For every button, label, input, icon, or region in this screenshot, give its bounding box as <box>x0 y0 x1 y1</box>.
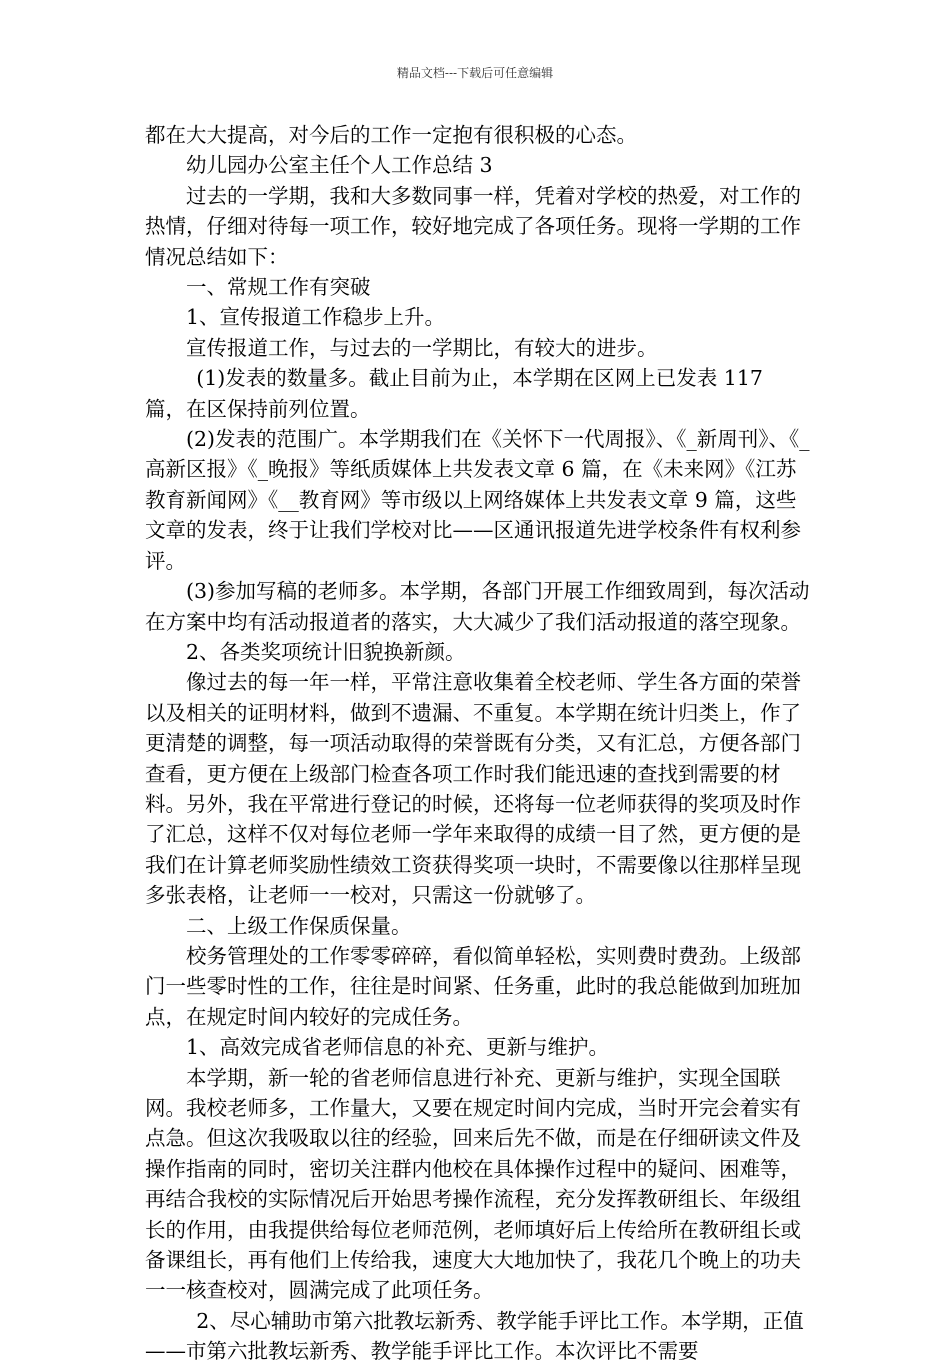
list-item: (3)参加写稿的老师多。本学期，各部门开展工作细致周到，每次活动在方案中均有活动报道者的落实，大大减少了我们活动报道的落空现象。 <box>145 579 810 634</box>
paragraph: 过去的一学期，我和大多数同事一样，凭着对学校的热爱，对工作的热情，仔细对待每一项工作，较好地完成了各项任务。现将一学期的工作情况总结如下： <box>145 183 801 269</box>
list-item: (2)发表的范围广。本学期我们在《关怀下一代周报》、《_新周刊》、《_高新区报》《_晚报》等纸质媒体上共发表文章 6 篇，在《未来网》《江苏教育新闻网》《__教育网》等市级以上网络媒体上共发表文章 9 篇，这些文章的发表，终于让我们学校对比——区通讯报道先进学校条件有权利参评。 <box>145 427 810 573</box>
paragraph: 2、尽心辅助市第六批教坛新秀、教学能手评比工作。本学期，正值——市第六批教坛新秀、教学能手评比工作。本次评比不需要 <box>145 1308 804 1364</box>
subheading: 1、宣传报道工作稳步上升。 <box>186 305 446 330</box>
paragraph: 本学期，新一轮的省老师信息进行补充、更新与维护，实现全国联网。我校老师多，工作量大，又要在规定时间内完成，当时开完会着实有点急。但这次我吸取以往的经验，回来后先不做，而是在仔细研读文件及操作指南的同时，密切关注群内他校在具体操作过程中的疑问、困难等，再结合我校的实际情况后开始思考操作流程，充分发挥教研组长、年级组长的作用，由我提供给每位老师范例，老师填好后上传给所在教研组长或备课组长，再有他们上传给我，速度大大地加快了，我花几个晚上的功夫一一核查校对，圆满完成了此项任务。 <box>145 1065 801 1303</box>
paragraph: 校务管理处的工作零零碎碎，看似简单轻松，实则费时费劲。上级部门一些零时性的工作，往往是时间紧、任务重，此时的我总能做到加班加点，在规定时间内较好的完成任务。 <box>145 943 801 1029</box>
paragraph: 都在大大提高，对今后的工作一定抱有很积极的心态。 <box>145 123 637 147</box>
subheading: 2、各类奖项统计旧貌换新颜。 <box>186 639 466 664</box>
section-title: 幼儿园办公室主任个人工作总结 3 <box>186 153 493 178</box>
page-header: 精品文档---下载后可任意编辑 <box>396 66 554 80</box>
list-item: (1)发表的数量多。截止目前为止，本学期在区网上已发表 117 篇，在区保持前列位置。 <box>145 366 770 421</box>
paragraph: 像过去的每一年一样，平常注意收集着全校老师、学生各方面的荣誉以及相关的证明材料，做到不遗漏、不重复。本学期在统计归类上，作了更清楚的调整，每一项活动取得的荣誉既有分类，又有汇总，方便各部门查看，更方便在上级部门检查各项工作时我们能迅速的查找到需要的材料。另外，我在平常进行登记的时候，还将每一位老师获得的奖项及时作了汇总，这样不仅对每位老师一学年来取得的成绩一目了然，更方便的是我们在计算老师奖励性绩效工资获得奖项一块时，不需要像以往那样呈现多张表格，让老师一一校对，只需这一份就够了。 <box>145 670 801 908</box>
paragraph: 宣传报道工作，与过去的一学期比，有较大的进步。 <box>186 335 658 360</box>
heading: 一、常规工作有突破 <box>186 275 371 300</box>
heading: 二、上级工作保质保量。 <box>186 913 412 938</box>
document-body <box>145 120 810 1367</box>
subheading: 1、高效完成省老师信息的补充、更新与维护。 <box>186 1035 610 1060</box>
